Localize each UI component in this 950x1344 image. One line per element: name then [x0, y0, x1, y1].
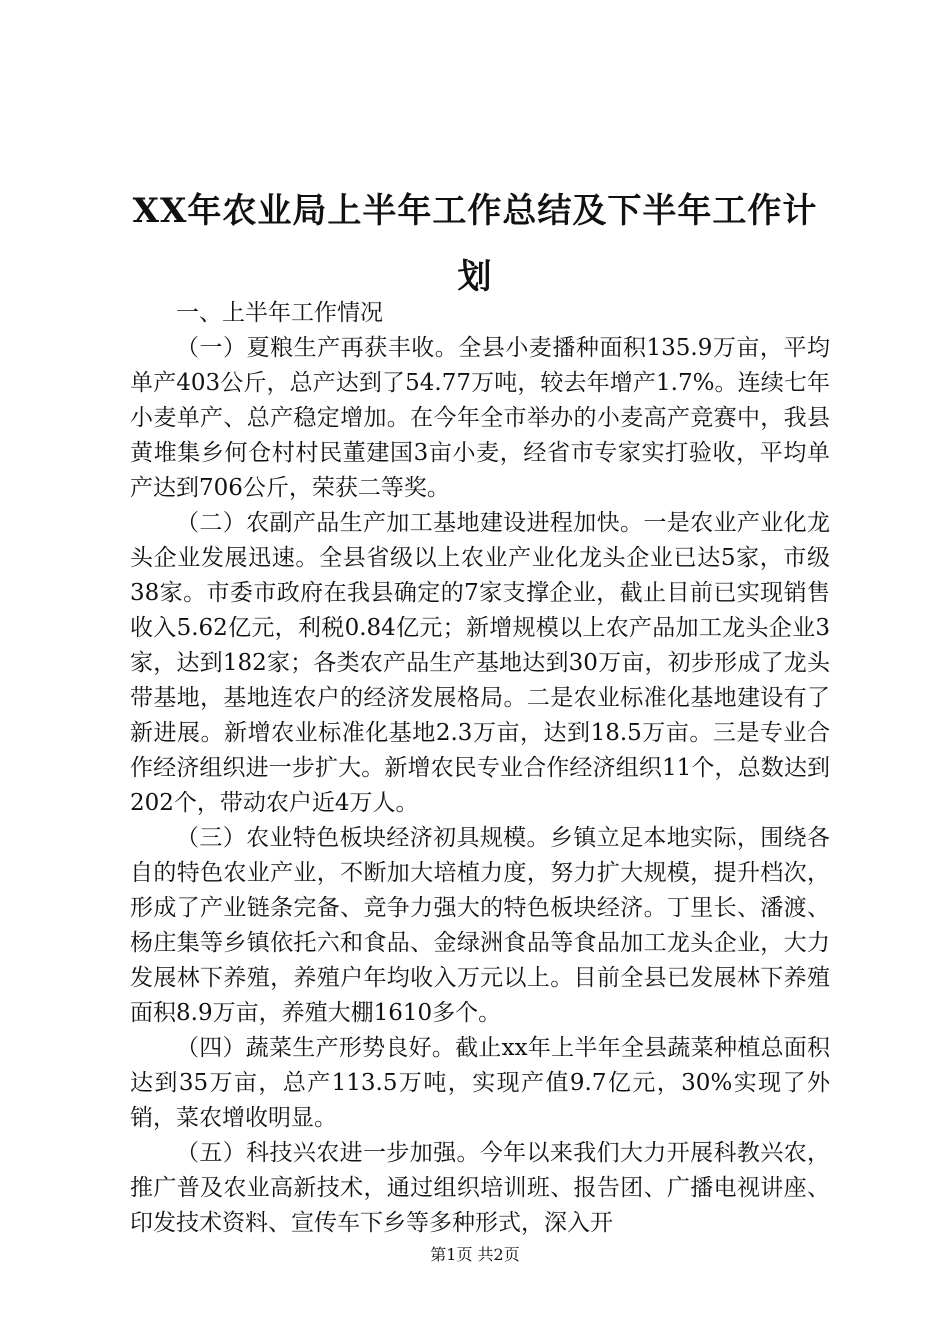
paragraph-2: （二）农副产品生产加工基地建设进程加快。一是农业产业化龙头企业发展迅速。全县省级以上农业产业化龙头企业已达5家，市级38家。市委市政府在我县确定的7家支撑企业，截止目前已实现销售收入5.62亿元，利税0.84亿元；新增规模以上农产品加工龙头企业3家，达到182家；各类农产品生产基地达到30万亩，初步形成了龙头带基地，基地连农户的经济发展格局。二是农业标准化基地建设有了新进展。新增农业标准化基地2.3万亩，达到18.5万亩。三是专业合作经济组织进一步扩大。新增农民专业合作经济组织11个，总数达到202个，带动农户近4万人。	[130, 510, 830, 816]
page-footer: 第1页 共2页	[430, 1245, 520, 1264]
paragraph-3: （三）农业特色板块经济初具规模。乡镇立足本地实际，围绕各自的特色农业产业，不断加大培植力度，努力扩大规模，提升档次，形成了产业链条完备、竞争力强大的特色板块经济。丁里长、潘渡、杨庄集等乡镇依托六和食品、金绿洲食品等食品加工龙头企业，大力发展林下养殖，养殖户年均收入万元以上。目前全县已发展林下养殖面积8.9万亩，养殖大棚1610多个。	[130, 825, 830, 1026]
document-body	[130, 296, 830, 1241]
paragraph-4: （四）蔬菜生产形势良好。截止xx年上半年全县蔬菜种植总面积达到35万亩，总产113.5万吨，实现产值9.7亿元，30%实现了外销，菜农增收明显。	[130, 1035, 830, 1131]
paragraph-1: （一）夏粮生产再获丰收。全县小麦播种面积135.9万亩，平均单产403公斤，总产达到了54.77万吨，较去年增产1.7%。连续七年小麦单产、总产稳定增加。在今年全市举办的小麦高产竞赛中，我县黄堆集乡何仓村村民董建国3亩小麦，经省市专家实打验收，平均单产达到706公斤，荣获二等奖。	[130, 335, 830, 501]
paragraph-5: （五）科技兴农进一步加强。今年以来我们大力开展科教兴农，推广普及农业高新技术，通过组织培训班、报告团、广播电视讲座、印发技术资料、宣传车下乡等多种形式，深入开	[130, 1140, 830, 1236]
document-title: XX年农业局上半年工作总结及下半年工作计划	[132, 191, 818, 297]
section-heading: 一、上半年工作情况	[176, 300, 383, 326]
